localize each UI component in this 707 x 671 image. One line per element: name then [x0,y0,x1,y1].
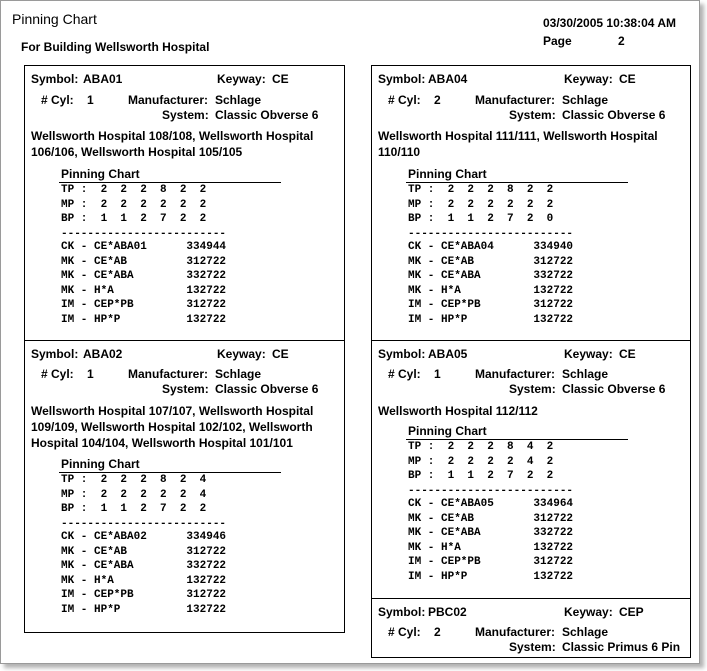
system-label: System: [509,640,556,654]
cyl-label: # Cyl: [388,625,421,639]
key-card-pbc02 [371,598,691,658]
manufacturer-label: Manufacturer: [475,367,556,381]
keyway-label: Keyway: [564,72,613,86]
report-subtitle: For Building Wellsworth Hospital [21,40,210,54]
pinning-chart-title: Pinning Chart [408,167,487,181]
symbol-value: ABA02 [83,347,123,361]
system-value: Classic Obverse 6 [562,382,666,396]
symbol-label: Symbol: [31,347,79,361]
symbol-label: Symbol: [378,72,426,86]
system-value: Classic Primus 6 Pin [562,640,681,654]
page-label: Page [543,34,572,48]
keyway-label: Keyway: [217,347,266,361]
key-list: CK - CE*ABA01 334944 MK - CE*AB 312722 MK - CE*ABA 332722 MK - H*A 132722 IM - CEP*PB 312722 IM - HP*P 132722 [61,241,227,326]
system-value: Classic Obverse 6 [215,382,319,396]
key-list: CK - CE*ABA05 334964 MK - CE*AB 312722 MK - CE*ABA 332722 MK - H*A 132722 IM - CEP*PB 312722 IM - HP*P 132722 [408,498,574,583]
cyl-label: # Cyl: [41,367,74,381]
symbol-label: Symbol: [378,605,426,619]
keyway-label: Keyway: [564,347,613,361]
symbol-value: PBC02 [428,605,467,619]
door-description: Wellsworth Hospital 108/108, Wellsworth Hospital 106/106, Wellsworth Hospital 105/105 [31,129,314,159]
keyway-value: CE [619,72,636,86]
door-description: Wellsworth Hospital 107/107, Wellsworth Hospital 109/109, Wellsworth Hospital 102/102, Wellsworth Hospital 104/104, Wellsworth Hospital 101/101 [31,404,314,450]
cyl-label: # Cyl: [41,93,74,107]
cyl-value: 1 [87,367,94,381]
manufacturer-label: Manufacturer: [128,93,209,107]
manufacturer-value: Schlage [215,367,262,381]
key-card-aba05 [371,340,691,599]
symbol-value: ABA05 [428,347,468,361]
door-description: Wellsworth Hospital 111/111, Wellsworth Hospital 110/110 [378,129,658,159]
manufacturer-label: Manufacturer: [475,93,556,107]
keyway-label: Keyway: [564,605,613,619]
manufacturer-value: Schlage [562,625,609,639]
cyl-value: 2 [434,93,441,107]
key-card-aba04 [371,65,691,341]
report-title: Pinning Chart [12,11,97,27]
pin-rows: TP : 2 2 2 8 2 2 MP : 2 2 2 2 2 2 BP : 1 1 2 7 2 0 ------------------------- [408,184,574,240]
pinning-chart-title: Pinning Chart [61,457,140,471]
symbol-value: ABA04 [428,72,468,86]
cyl-label: # Cyl: [388,367,421,381]
keyway-value: CEP [619,605,644,619]
pin-rows: TP : 2 2 2 8 4 2 MP : 2 2 2 2 4 2 BP : 1 1 2 7 2 2 ------------------------- [408,441,574,497]
keyway-value: CE [272,347,289,361]
pin-rows: TP : 2 2 2 8 2 4 MP : 2 2 2 2 2 4 BP : 1 1 2 7 2 2 ------------------------- [61,474,227,530]
keyway-value: CE [272,72,289,86]
manufacturer-value: Schlage [215,93,262,107]
manufacturer-label: Manufacturer: [475,625,556,639]
cyl-value: 1 [434,367,441,381]
report-timestamp: 03/30/2005 10:38:04 AM [543,16,676,30]
door-description: Wellsworth Hospital 112/112 [378,404,538,418]
key-list: CK - CE*ABA02 334946 MK - CE*AB 312722 MK - CE*ABA 332722 MK - H*A 132722 IM - CEP*PB 312722 IM - HP*P 132722 [61,531,227,616]
pinning-chart-title: Pinning Chart [408,424,487,438]
keyway-value: CE [619,347,636,361]
key-card-aba01 [24,65,345,341]
system-label: System: [509,108,556,122]
page-number: 2 [618,34,625,48]
pinning-chart-title: Pinning Chart [61,167,140,181]
cyl-value: 1 [87,93,94,107]
symbol-label: Symbol: [31,72,79,86]
manufacturer-value: Schlage [562,93,609,107]
cyl-value: 2 [434,625,441,639]
system-value: Classic Obverse 6 [562,108,666,122]
symbol-value: ABA01 [83,72,123,86]
system-label: System: [162,382,209,396]
system-value: Classic Obverse 6 [215,108,319,122]
key-card-aba02 [24,340,345,633]
key-list: CK - CE*ABA04 334940 MK - CE*AB 312722 MK - CE*ABA 332722 MK - H*A 132722 IM - CEP*PB 312722 IM - HP*P 132722 [408,241,574,326]
symbol-label: Symbol: [378,347,426,361]
manufacturer-label: Manufacturer: [128,367,209,381]
pin-rows: TP : 2 2 2 8 2 2 MP : 2 2 2 2 2 2 BP : 1 1 2 7 2 2 ------------------------- [61,184,227,240]
manufacturer-value: Schlage [562,367,609,381]
cyl-label: # Cyl: [388,93,421,107]
keyway-label: Keyway: [217,72,266,86]
system-label: System: [162,108,209,122]
system-label: System: [509,382,556,396]
